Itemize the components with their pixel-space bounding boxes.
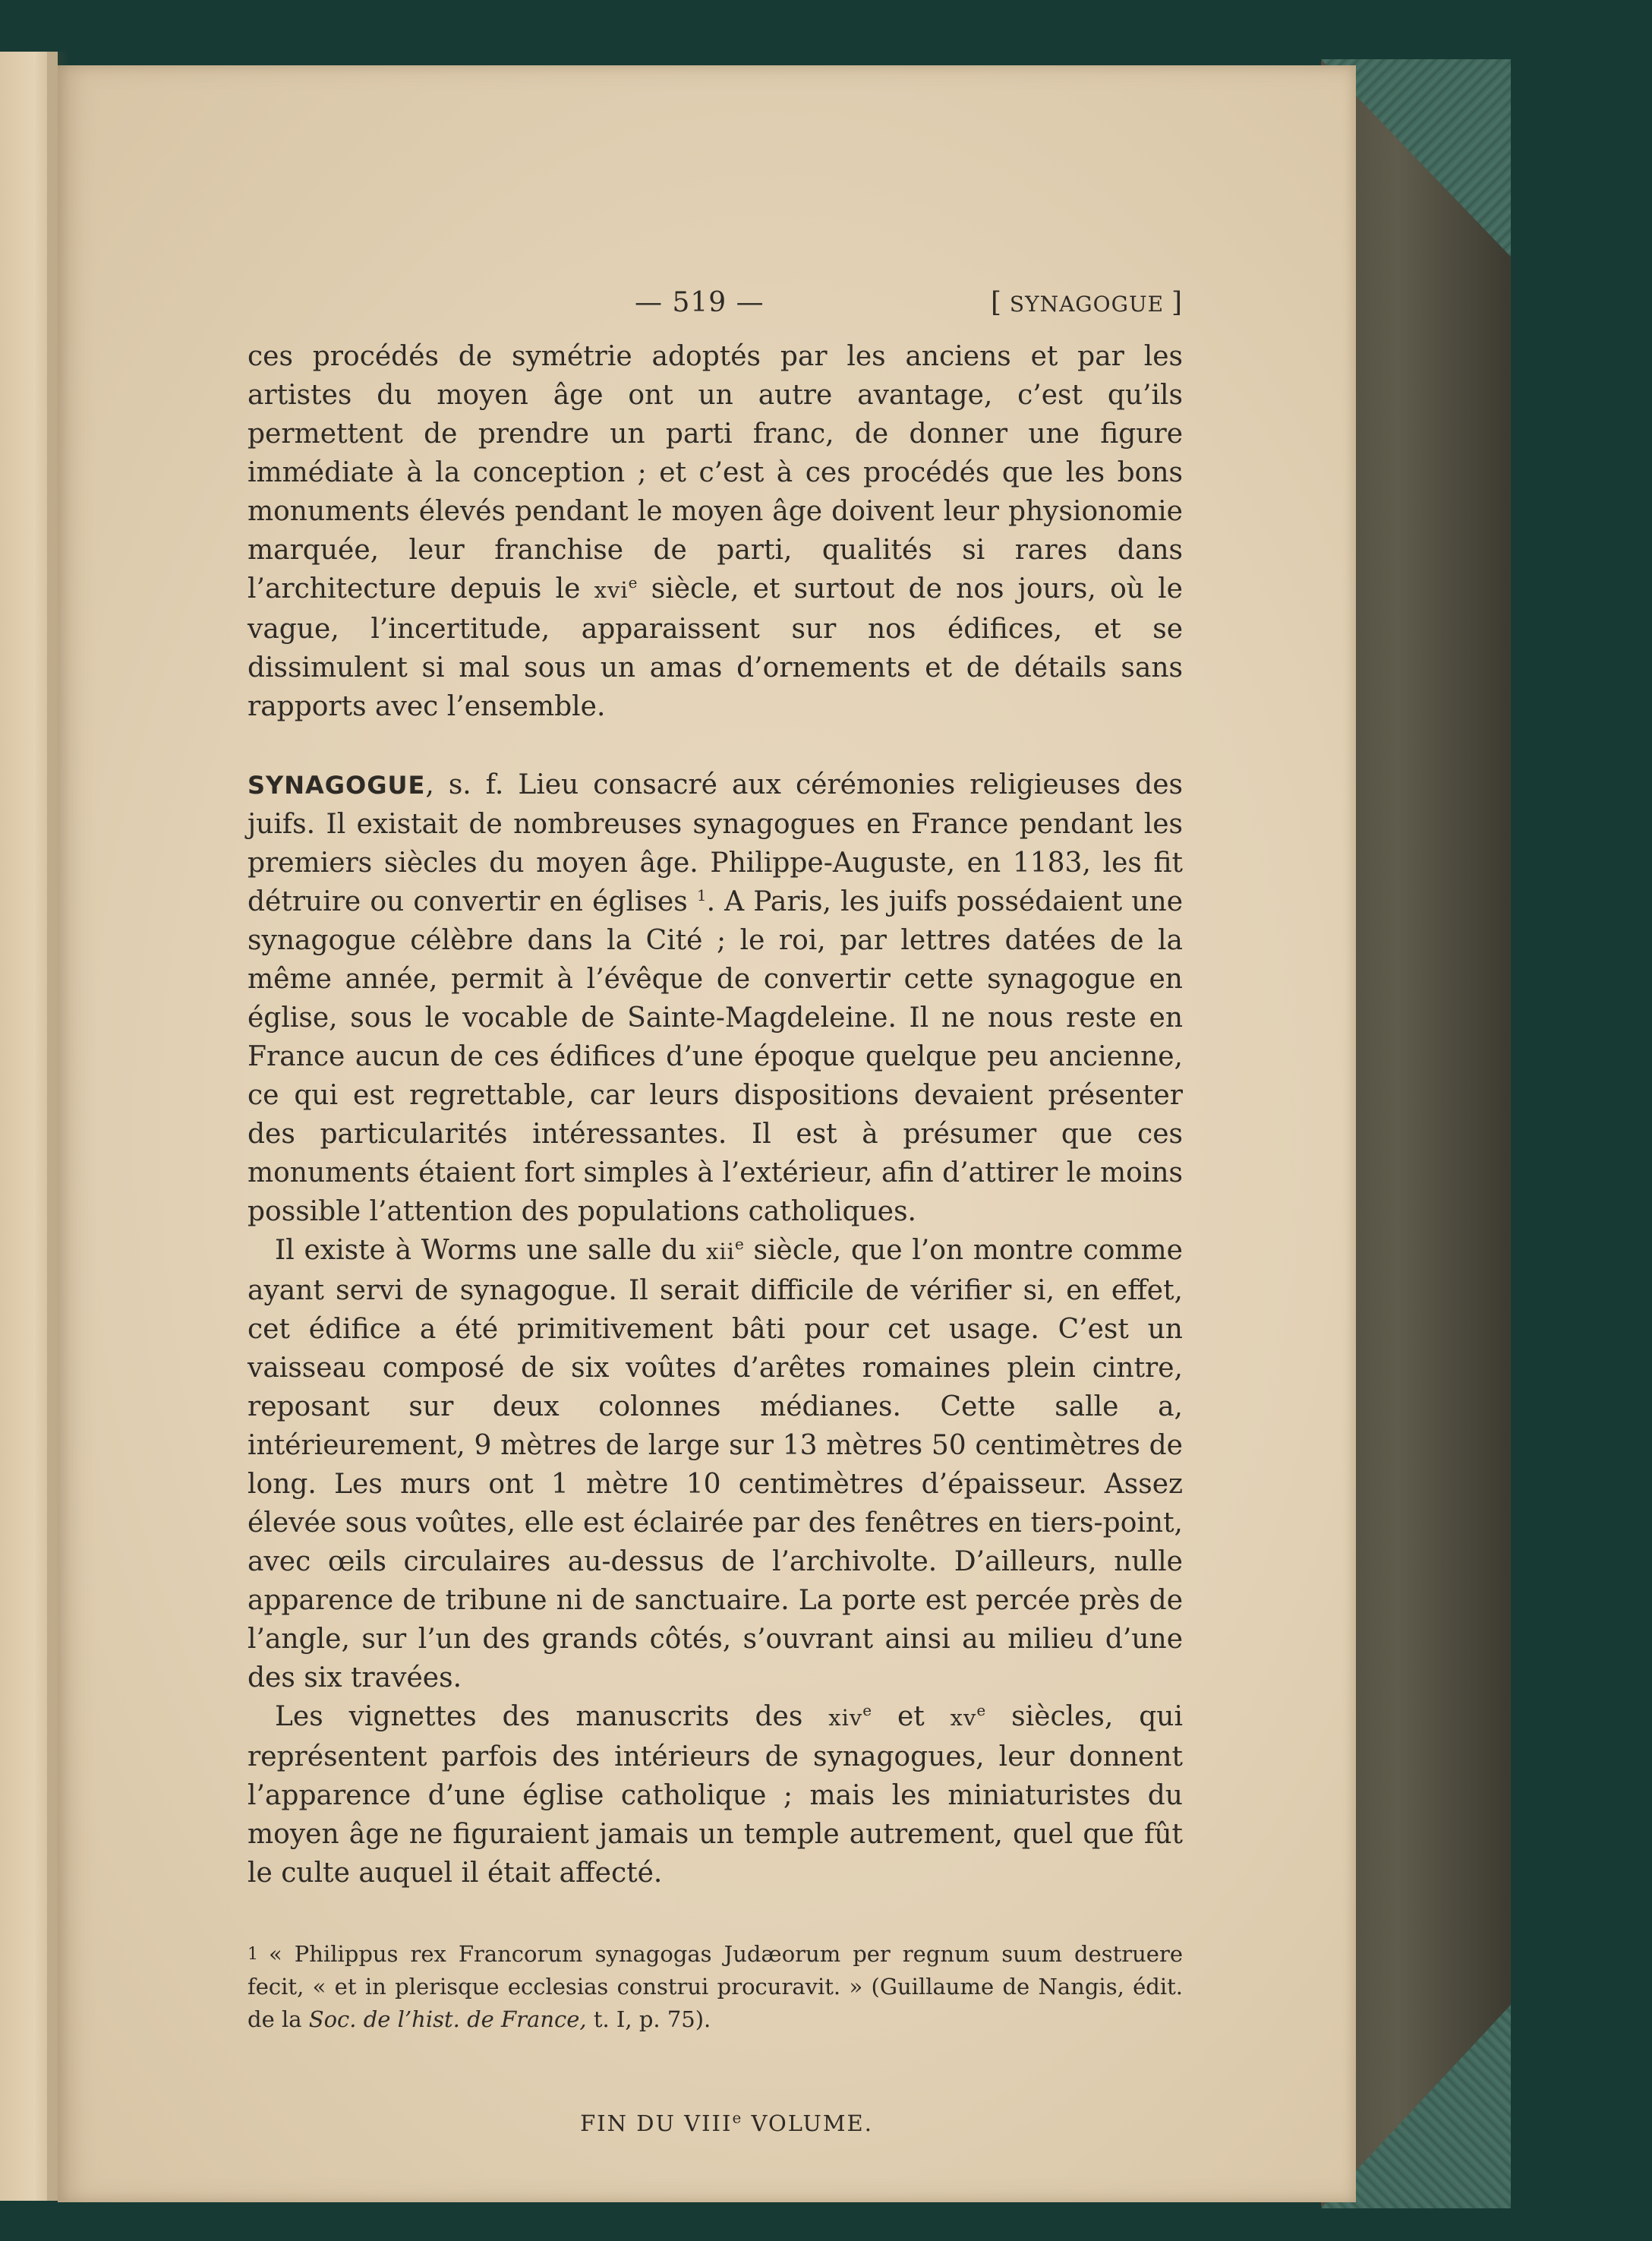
entry-headword: SYNAGOGUE [247,771,426,800]
page-number: — 519 — [635,287,765,318]
page-gutter [47,52,70,2201]
paragraph-continuation: ces procédés de symétrie adoptés par les anciens et par les artistes du moyen âge ont un autre avantage, c’est qu’ils permettent de prendre un parti franc, de donner une figure immédiate à la conception ; et c’est à ces procédés que les bons monuments élevés pendant le moyen âge doivent leur physionomie marquée, leur franchise de parti, qualités si rares dans l’architecture depuis le xvi$^e$ siècle, et surtout de nos jours, où le vague, l’incertitude, apparaissent sur nos édifices, et se dissimulent si mal sous un amas d’ornements et de détails sans rapports avec l’ensemble. [247,341,1183,722]
running-head-title: SYNAGOGUE [1009,292,1165,317]
footnote: $^1$ « Philippus rex Francorum synagogas Judæorum per regnum suum destruere fecit, « et in plerisque ecclesias construi procuravit. » (Guillaume de Nangis, édit. de la Soc. de l’hist. de France, t. I, p. 75). [247,1941,1183,2032]
paragraph-synagogue-entry: SYNAGOGUE, s. f. Lieu consacré aux cérémonies religieuses des juifs. Il existait de nombreuses synagogues en France pendant les premiers siècles du moyen âge. Philippe-Auguste, en 1183, les fit détruire ou convertir en églises $^1$. A Paris, les juifs possédaient une synagogue célèbre dans la Cité ; le roi, par lettres datées de la même année, permit à l’évêque de convertir cette synagogue en église, sous le vocable de Sainte-Magdeleine. Il ne nous reste en France aucun de ces édifices d’une époque quelque peu ancienne, ce qui est regrettable, car leurs dispositions devaient présenter des particularités intéressantes. Il est à présumer que ces monuments étaient fort simples à l’extérieur, afin d’attirer le moins possible l’attention des populations catholiques. [247,769,1184,1227]
page-header [247,281,1183,327]
footnote-number: 1 [247,1945,258,1964]
footnote-reference: 1 [696,886,707,904]
running-head: [ SYNAGOGUE ] [990,287,1183,318]
paragraph-worms: Il existe à Worms une salle du xii$^e$ siècle, que l’on montre comme ayant servi de synagogue. Il serait difficile de vérifier si, en effet, cet édifice a été primitivement bâti pour cet usage. C’est un vaisseau composé de six voûtes d’arêtes romaines plein cintre, reposant sur deux colonnes médianes. Cette salle a, intérieurement, 9 mètres de large sur 13 mètres 50 centimètres de long. Les murs ont 1 mètre 10 centimètres d’épaisseur. Assez élevée sous voûtes, elle est éclairée par des fenêtres en tiers-point, avec œils circulaires au-dessus de l’archivolte. D’ailleurs, nulle apparence de tribune ni de sanctuaire. La porte est percée près de l’angle, sur l’un des grands côtés, s’ouvrant ainsi au milieu d’une des six travées. [247,1235,1183,1693]
page-content [247,281,1183,2136]
colophon: FIN DU VIIIe VOLUME. [580,2108,873,2136]
paragraph-vignettes: Les vignettes des manuscrits des xiv$^e$ et $xv^e$ siècles, qui représentent parfois des intérieurs de synagogues, leur donnent l’apparence d’une église catholique ; mais les miniaturistes du moyen âge ne figuraient jamais un temple autrement, quel que fût le culte auquel il était affecté. [247,1701,1183,1889]
